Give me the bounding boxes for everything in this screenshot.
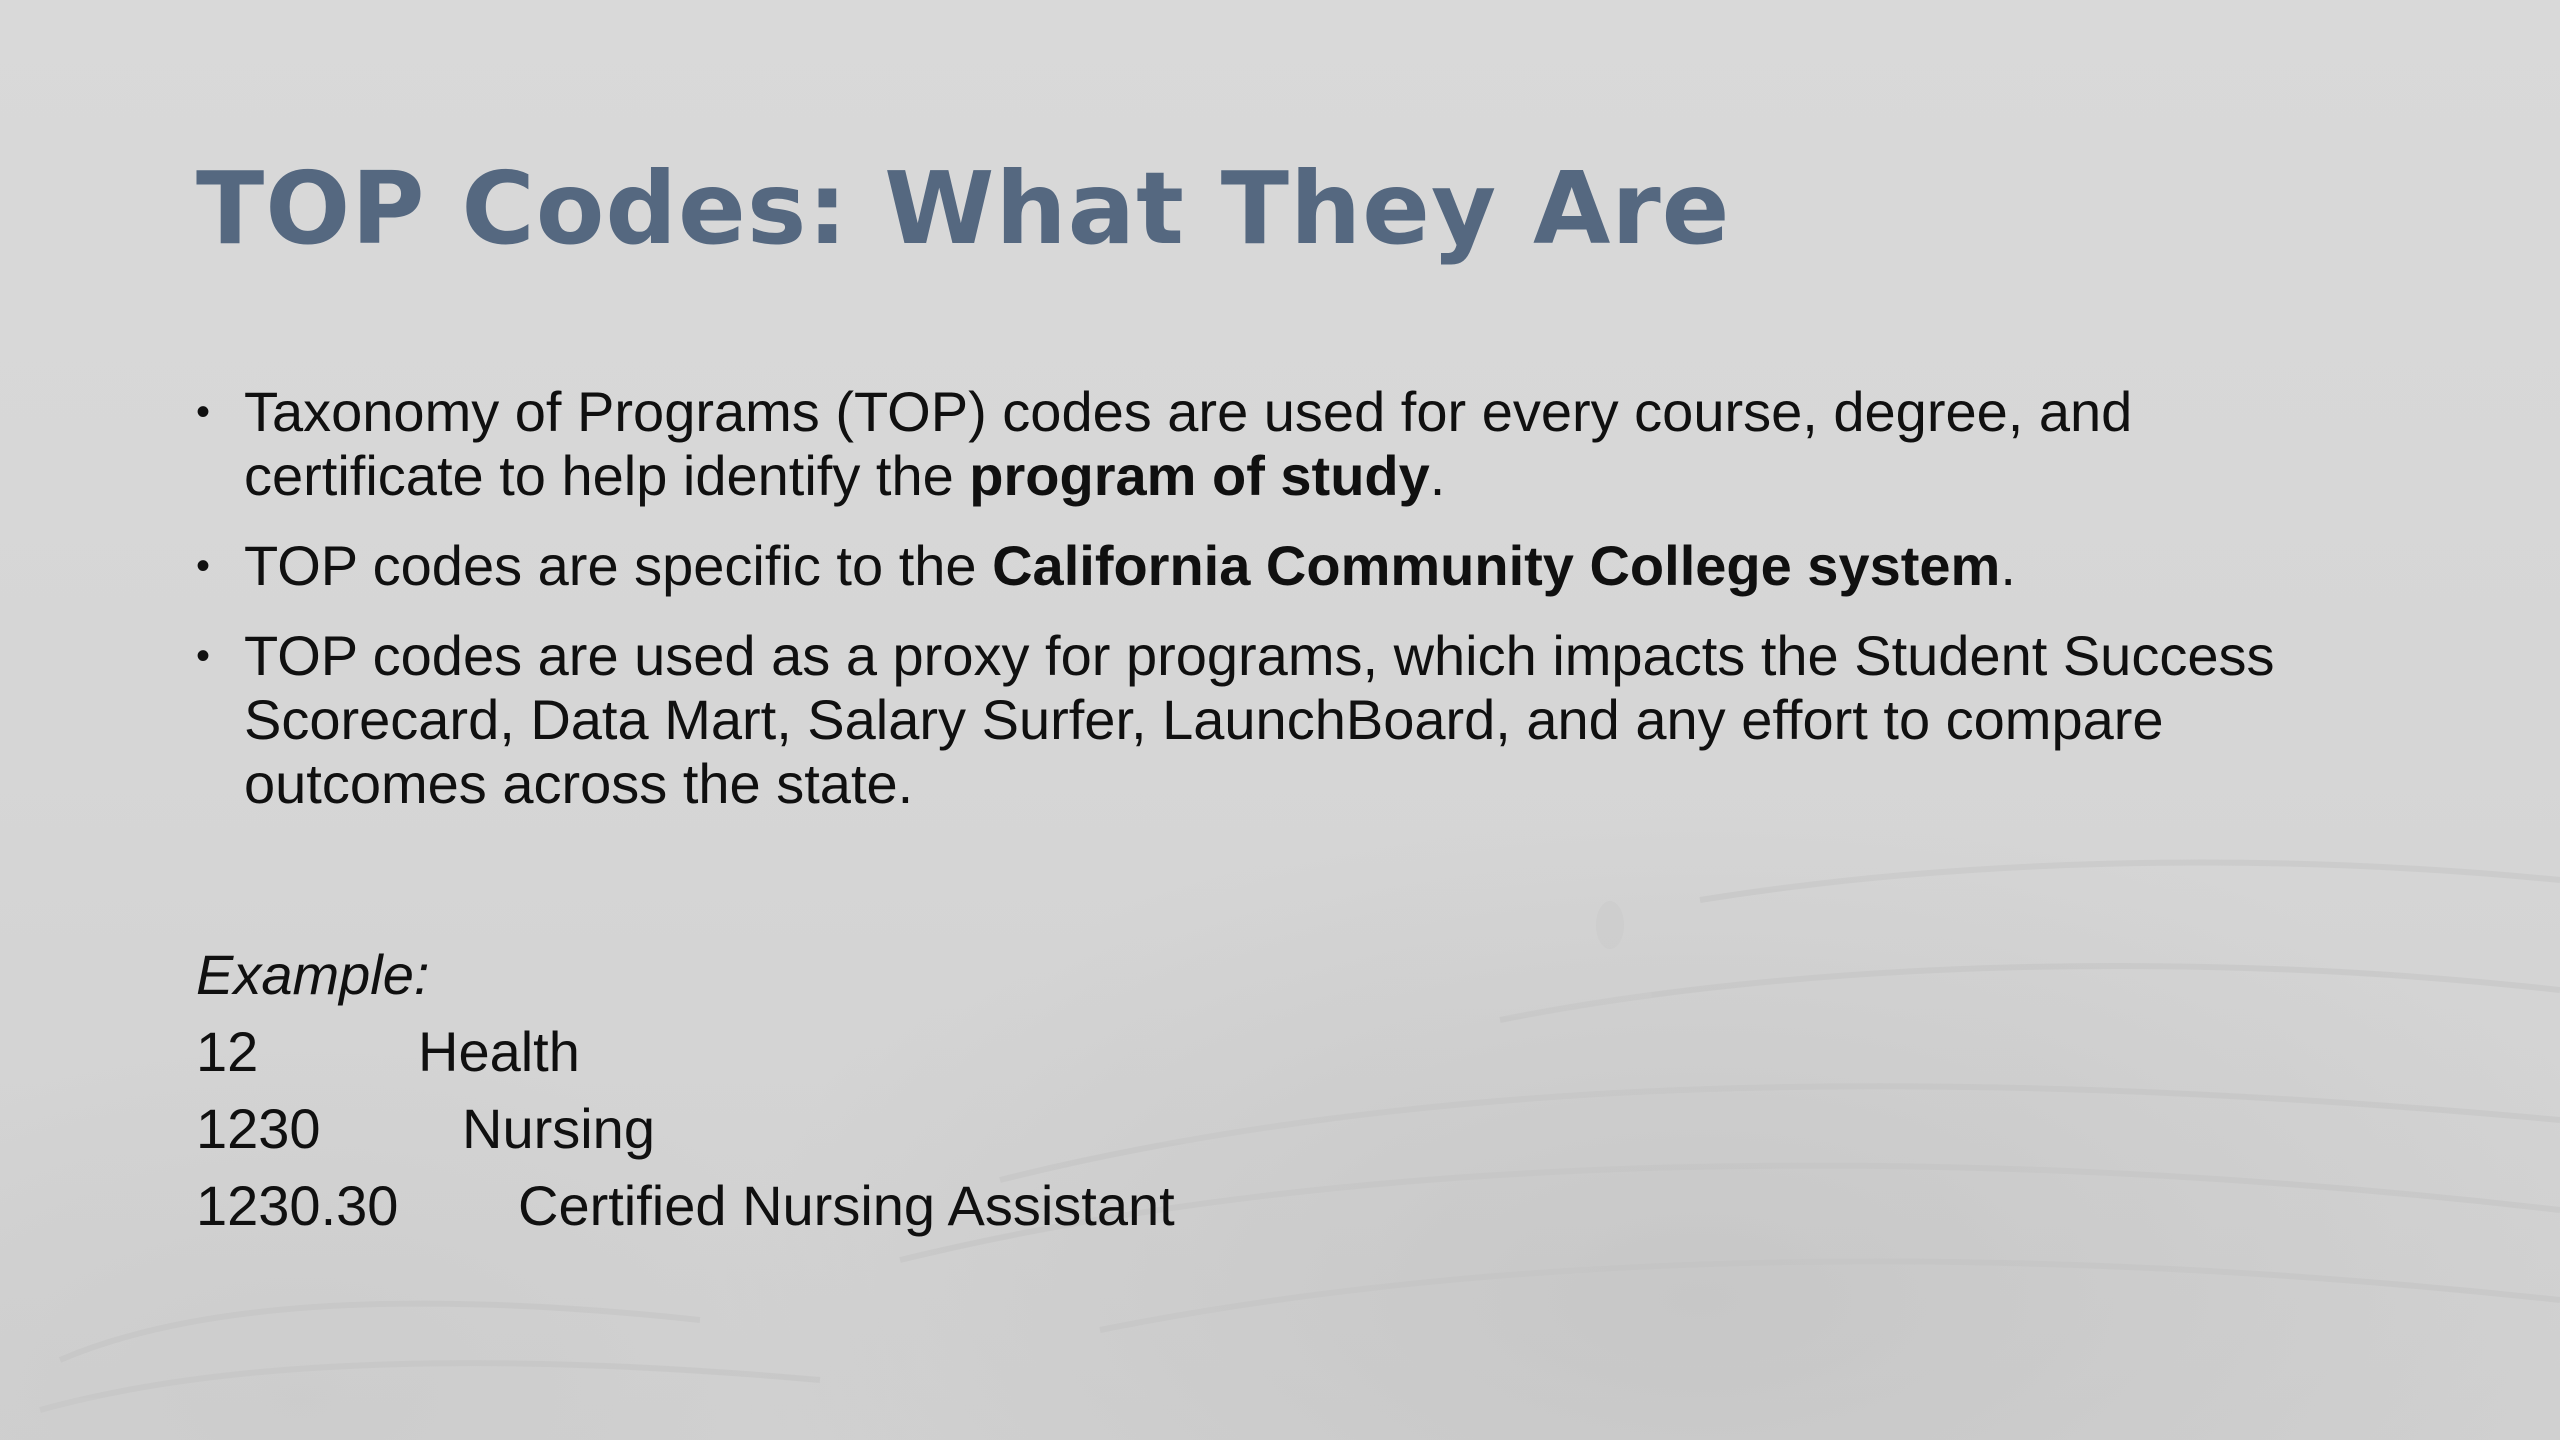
example-block <box>196 936 1175 1244</box>
bullet-emphasis: program of study <box>969 444 1430 507</box>
bullet-list <box>196 380 2346 842</box>
program-name: Nursing <box>462 1097 655 1160</box>
bullet-text-end: . <box>2000 534 2016 597</box>
program-name: Health <box>418 1020 580 1083</box>
bullet-item <box>196 534 2346 598</box>
slide-title: TOP Codes: What They Are <box>196 150 1731 267</box>
bullet-text: TOP codes are specific to the <box>244 534 993 597</box>
bullet-icon: • <box>196 544 211 588</box>
bullet-text: TOP codes are used as a proxy for programs, which impacts the Student Success Scorecard, Data Mart, Salary Surfer, LaunchBoard, and any effort to compare outcomes across the state. <box>244 624 2275 815</box>
bullet-item <box>196 624 2346 816</box>
top-code: 1230.30 <box>196 1174 399 1237</box>
bullet-emphasis: California Community College system <box>992 534 2001 597</box>
example-label: Example: <box>196 943 430 1006</box>
bullet-text: Taxonomy of Programs (TOP) codes are used for every course, degree, and certificate to help identify the <box>244 380 2133 507</box>
example-row <box>196 1090 655 1167</box>
bullet-icon: • <box>196 634 211 678</box>
example-row <box>196 1167 1175 1244</box>
top-code: 12 <box>196 1020 259 1083</box>
program-name: Certified Nursing Assistant <box>518 1174 1175 1237</box>
top-code: 1230 <box>196 1097 321 1160</box>
example-row <box>196 1013 580 1090</box>
bullet-icon: • <box>196 390 211 434</box>
bullet-item <box>196 380 2346 508</box>
bullet-text-end: . <box>1429 444 1446 507</box>
